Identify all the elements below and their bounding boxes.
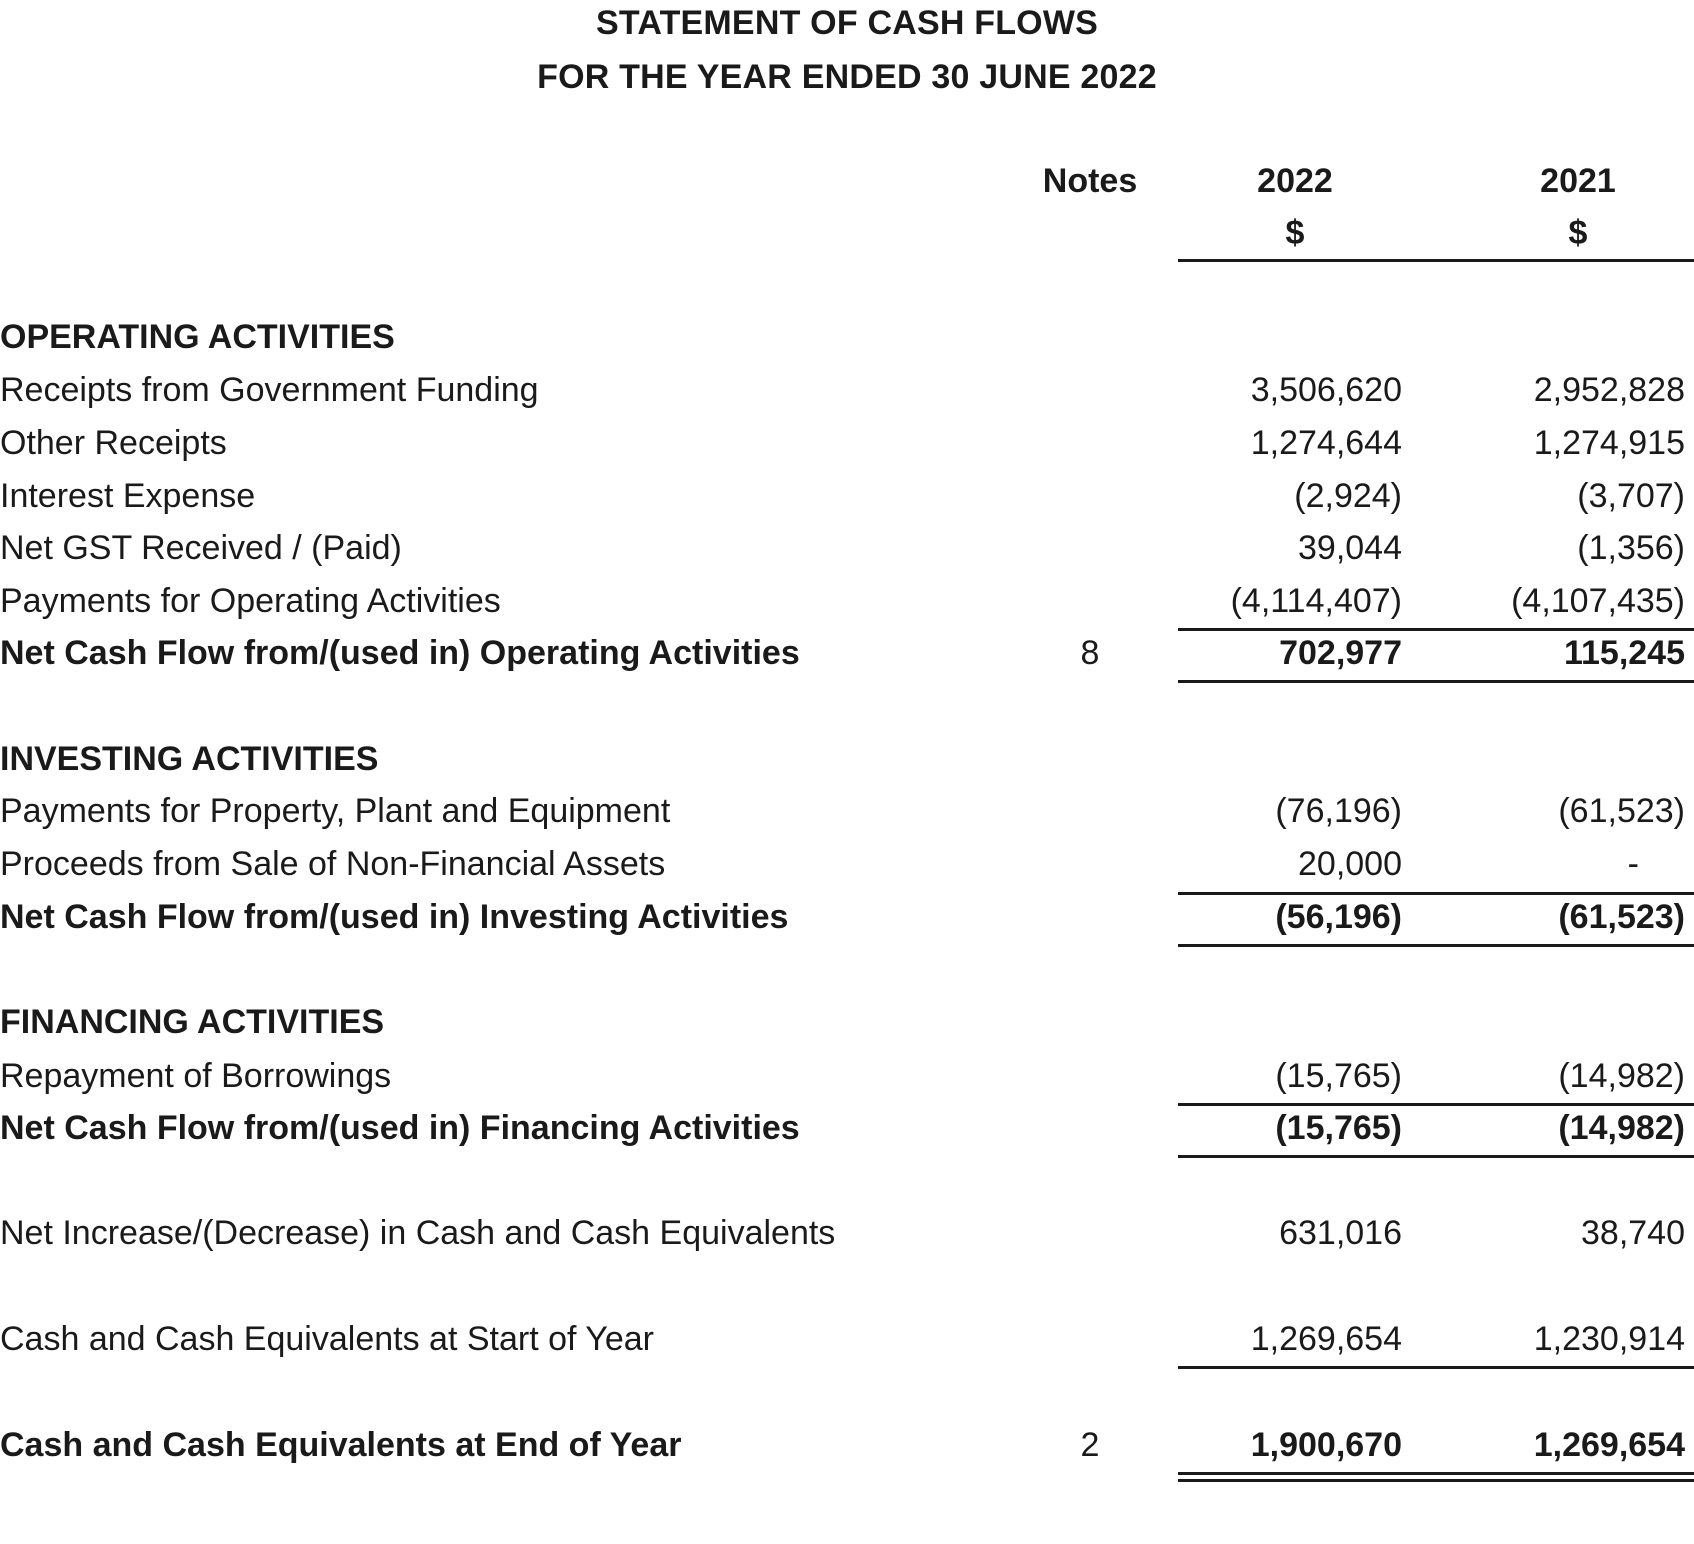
value-2021: 38,740 (1581, 1214, 1685, 1252)
value-2022: (15,765) (1275, 1057, 1402, 1095)
statement-title: STATEMENT OF CASH FLOWS (596, 4, 1098, 42)
value-2021: 115,245 (1563, 634, 1685, 672)
value-2021: (61,523) (1558, 792, 1685, 830)
value-2021: (61,523) (1558, 898, 1685, 936)
year-2022-column-header: 2022 (1257, 162, 1333, 200)
start-of-year-row (0, 1320, 1694, 1368)
financing-activities-heading: FINANCING ACTIVITIES (0, 1003, 385, 1041)
total-rule (1178, 944, 1694, 947)
value-2021: 1,269,654 (1533, 1426, 1685, 1464)
value-2022: 20,000 (1298, 845, 1402, 883)
table-row (0, 371, 1694, 419)
value-2022: 1,269,654 (1250, 1320, 1402, 1358)
value-2022: (2,924) (1294, 477, 1402, 515)
notes-column-header: Notes (1042, 162, 1138, 200)
double-rule-top (1178, 1472, 1694, 1475)
note-ref: 8 (1080, 634, 1100, 672)
row-label: Net GST Received / (Paid) (0, 529, 402, 567)
year-2021-column-header: 2021 (1540, 162, 1616, 200)
value-2022: 1,274,644 (1250, 424, 1402, 462)
operating-activities-heading: OPERATING ACTIVITIES (0, 318, 395, 356)
investing-total-row (0, 898, 1694, 946)
net-increase-row (0, 1214, 1694, 1262)
row-label: Cash and Cash Equivalents at End of Year (0, 1426, 682, 1464)
end-of-year-row (0, 1426, 1694, 1474)
value-2022: 39,044 (1298, 529, 1402, 567)
value-2021: 1,230,914 (1533, 1320, 1685, 1358)
table-row (0, 792, 1694, 840)
note-ref: 2 (1080, 1426, 1100, 1464)
table-row (0, 845, 1694, 893)
table-row (0, 529, 1694, 577)
value-2022: (15,765) (1275, 1109, 1402, 1147)
subtotal-rule (1178, 892, 1694, 895)
total-rule (1178, 680, 1694, 683)
double-rule-bottom (1178, 1479, 1694, 1482)
subtotal-rule (1178, 1103, 1694, 1106)
value-2022: 631,016 (1279, 1214, 1402, 1252)
header-rule (1178, 259, 1694, 262)
row-label: Interest Expense (0, 477, 256, 515)
subtotal-rule (1178, 1366, 1694, 1369)
currency-2021-label: $ (1568, 214, 1588, 252)
row-label: Net Increase/(Decrease) in Cash and Cash Equivalents (0, 1214, 836, 1252)
row-label: Net Cash Flow from/(used in) Investing Activities (0, 898, 789, 936)
value-2022: 702,977 (1279, 634, 1402, 672)
value-2021: 2,952,828 (1533, 371, 1685, 409)
value-2021: 1,274,915 (1533, 424, 1685, 462)
row-label: Proceeds from Sale of Non-Financial Assets (0, 845, 666, 883)
value-2021: (4,107,435) (1511, 582, 1685, 620)
table-row (0, 582, 1694, 630)
value-2021: (3,707) (1577, 477, 1685, 515)
statement-subtitle: FOR THE YEAR ENDED 30 JUNE 2022 (537, 58, 1157, 96)
value-2022: (76,196) (1275, 792, 1402, 830)
row-label: Payments for Operating Activities (0, 582, 501, 620)
investing-activities-heading: INVESTING ACTIVITIES (0, 740, 379, 778)
operating-total-row (0, 634, 1694, 682)
row-label: Receipts from Government Funding (0, 371, 539, 409)
row-label: Cash and Cash Equivalents at Start of Year (0, 1320, 654, 1358)
row-label: Payments for Property, Plant and Equipment (0, 792, 671, 830)
row-label: Net Cash Flow from/(used in) Operating Activities (0, 634, 800, 672)
row-label: Other Receipts (0, 424, 227, 462)
table-row (0, 1057, 1694, 1105)
value-2021: (14,982) (1558, 1057, 1685, 1095)
row-label: Net Cash Flow from/(used in) Financing Activities (0, 1109, 800, 1147)
value-2022: 1,900,670 (1250, 1426, 1402, 1464)
value-2021: (1,356) (1577, 529, 1685, 567)
value-2021: (14,982) (1558, 1109, 1685, 1147)
total-rule (1178, 1155, 1694, 1158)
row-label: Repayment of Borrowings (0, 1057, 392, 1095)
value-2021: - (1627, 845, 1639, 883)
value-2022: 3,506,620 (1250, 371, 1402, 409)
subtotal-rule (1178, 628, 1694, 631)
table-row (0, 424, 1694, 472)
financing-total-row (0, 1109, 1694, 1157)
table-row (0, 477, 1694, 525)
currency-2022-label: $ (1285, 214, 1305, 252)
value-2022: (56,196) (1275, 898, 1402, 936)
value-2022: (4,114,407) (1230, 582, 1402, 620)
